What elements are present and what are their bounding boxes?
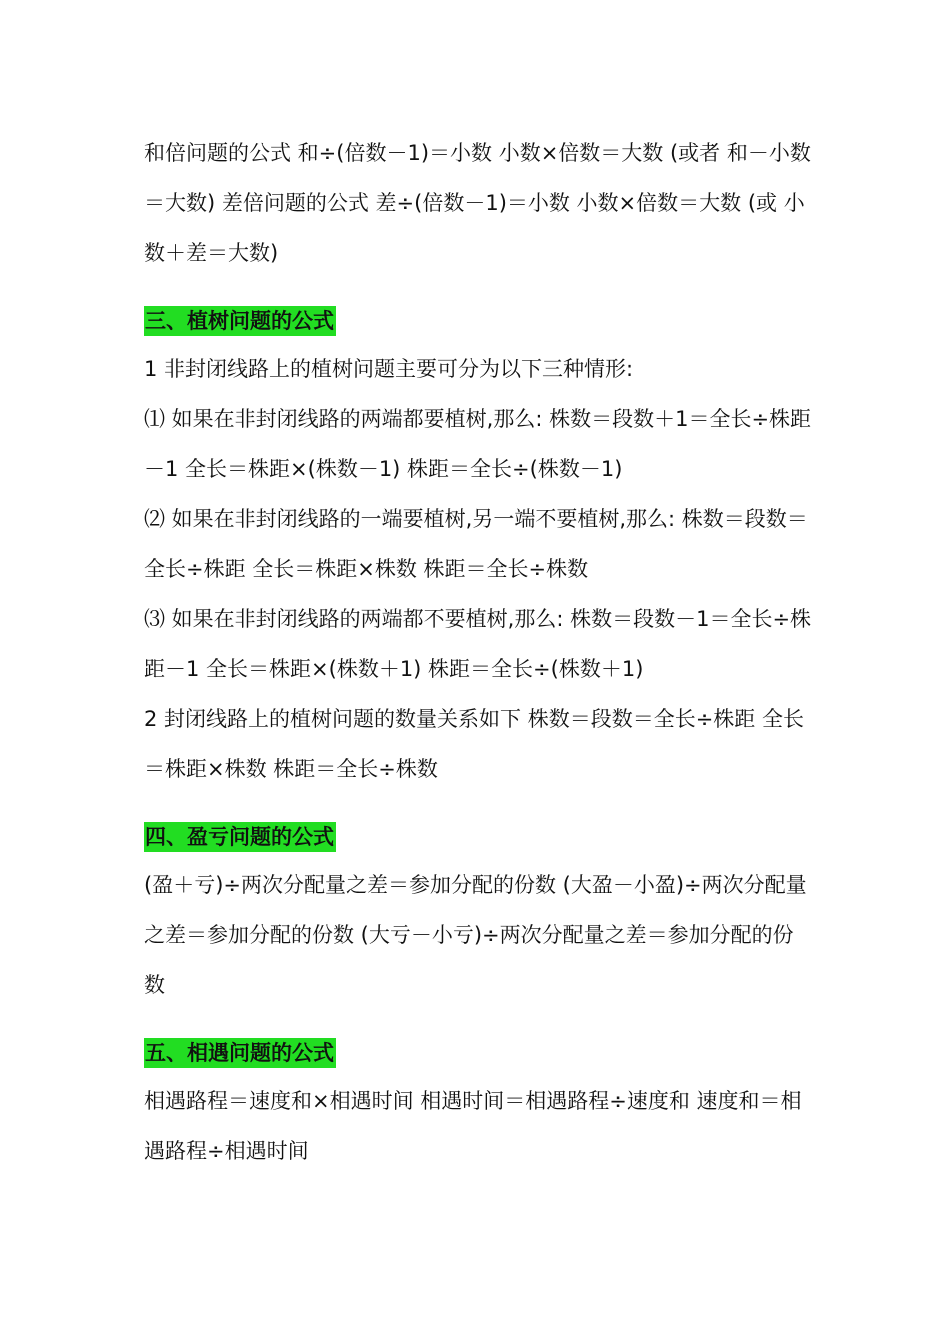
paragraph: (盈＋亏)÷两次分配量之差＝参加分配的份数 (大盈－小盈)÷两次分配量之差＝参加分配的份数 (大亏－小亏)÷两次分配量之差＝参加分配的份数 bbox=[144, 873, 807, 997]
paragraph: ⑴ 如果在非封闭线路的两端都要植树,那么: 株数＝段数＋1＝全长÷株距－1 全长＝株距×(株数－1) 株距＝全长÷(株数－1) bbox=[144, 407, 812, 481]
paragraph: 相遇路程＝速度和×相遇时间 相遇时间＝相遇路程÷速度和 速度和＝相遇路程÷相遇时间 bbox=[144, 1089, 802, 1163]
paragraph: ⑵ 如果在非封闭线路的一端要植树,另一端不要植树,那么: 株数＝段数＝全长÷株距 全长＝株距×株数 株距＝全长÷株数 bbox=[144, 507, 808, 581]
section-meeting bbox=[144, 1036, 814, 1176]
section-heading: 四、盈亏问题的公式 bbox=[144, 822, 336, 852]
paragraph: 1 非封闭线路上的植树问题主要可分为以下三种情形: bbox=[144, 357, 634, 381]
document-body bbox=[144, 128, 814, 1176]
paragraph: 和倍问题的公式 和÷(倍数－1)＝小数 小数×倍数＝大数 (或者 和－小数＝大数) 差倍问题的公式 差÷(倍数－1)＝小数 小数×倍数＝大数 (或 小数＋差＝大数) bbox=[144, 141, 811, 265]
paragraph: 2 封闭线路上的植树问题的数量关系如下 株数＝段数＝全长÷株距 全长＝株距×株数 株距＝全长÷株数 bbox=[144, 707, 804, 781]
section-profit-loss bbox=[144, 820, 814, 1010]
section-heading: 三、植树问题的公式 bbox=[144, 306, 336, 336]
paragraph: ⑶ 如果在非封闭线路的两端都不要植树,那么: 株数＝段数－1＝全长÷株距－1 全长＝株距×(株数＋1) 株距＝全长÷(株数＋1) bbox=[144, 607, 812, 681]
section-heading: 五、相遇问题的公式 bbox=[144, 1038, 336, 1068]
section-tree-planting bbox=[144, 304, 814, 794]
section-intro bbox=[144, 128, 814, 278]
